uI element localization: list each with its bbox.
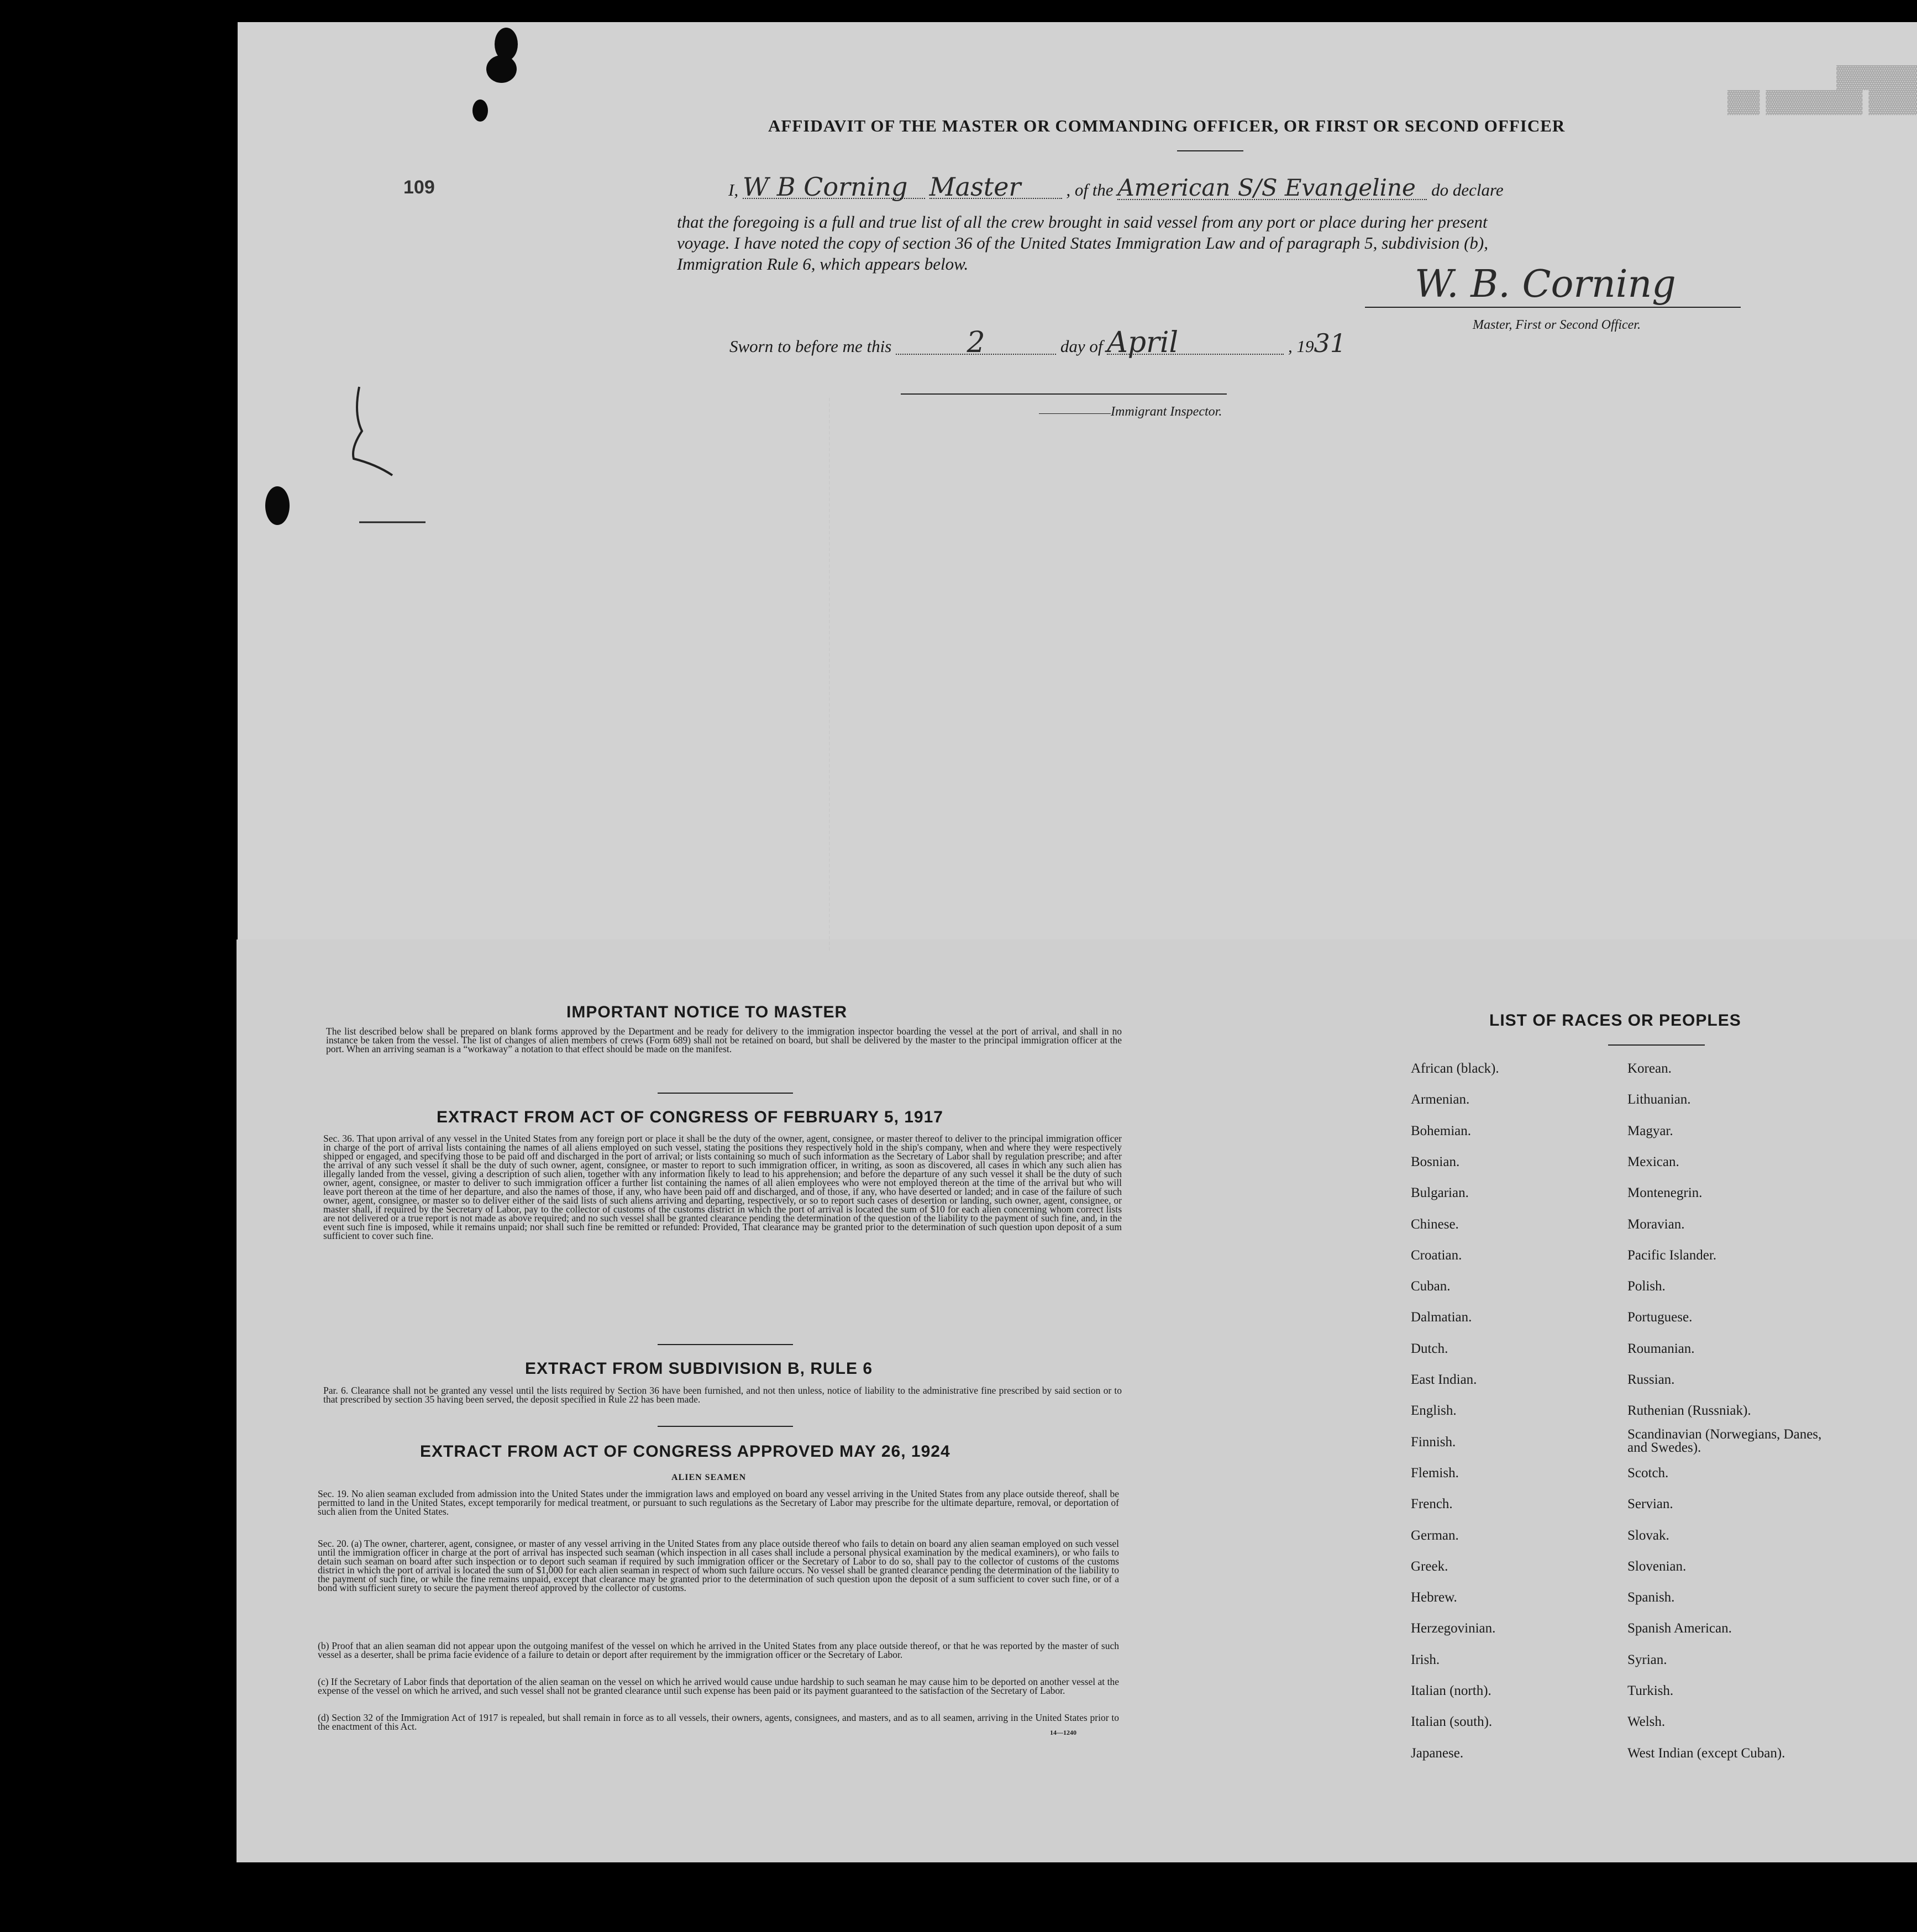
alien-seamen-subheading: ALIEN SEAMEN xyxy=(671,1473,747,1482)
affidavit-line-3: voyage. I have noted the copy of section 36 of the United States Immigration Law and of paragraph 5, subdivision (b), xyxy=(677,233,1488,253)
vessel-name-handwritten: American S/S Evangeline xyxy=(1117,177,1427,200)
sworn-day-handwritten: 2 xyxy=(896,332,1056,355)
sec19-text: Sec. 19. No alien seaman excluded from admission into the United States under the immigration laws and employed on board any vessel arriving in the United States from any place outside thereof, shall be permitted to land in the United States, except temporarily for medical treatment, or pursuant to such regulations as the Secretary of Labor may prescribe for the ultimate departure, removal, or deportation of such alien from the United States. xyxy=(318,1488,1119,1517)
race-item-right: Syrian. xyxy=(1627,1652,1667,1667)
affidavit-line-4: Immigration Rule 6, which appears below. xyxy=(677,254,969,274)
race-item-right: Slovak. xyxy=(1627,1527,1669,1543)
rank-handwritten: Master xyxy=(929,176,1062,199)
race-item-right: Roumanian. xyxy=(1627,1341,1695,1356)
extract-rule6-text: Par. 6. Clearance shall not be granted any vessel until the lists required by Section 36 have been furnished, and not then unless, notice of liability to the administrative fine prescribed by said section or to that prescribed by section 35 having been served, the deposit specified in Rule 22 has been made. xyxy=(323,1385,1122,1405)
do-declare-label: do declare xyxy=(1431,180,1504,200)
inspector-line-short xyxy=(1039,413,1111,414)
sec20c-text: (c) If the Secretary of Labor finds that deportation of the alien seaman on the vessel on which he arrived would cause undue hardship to such seaman he may cause him to be deported on another vessel at the expense of the vessel on which he arrived, and such vessel shall not be granted clearance until such expense has been paid or its payment guaranteed to the satisfaction of the Secretary of Labor. xyxy=(318,1676,1119,1696)
race-item-left: Japanese. xyxy=(1411,1745,1464,1761)
bleed-through-grid xyxy=(829,398,1880,951)
race-item-right: Servian. xyxy=(1627,1497,1673,1512)
race-item-left: Finnish. xyxy=(1411,1434,1456,1450)
extract-1917-divider xyxy=(658,1344,793,1345)
race-item-left: Greek. xyxy=(1411,1558,1448,1574)
race-item-right: Scotch. xyxy=(1627,1465,1669,1481)
bleed-through-text: ▓▓▓ ▓▓▓▓▓▓ ▓▓ ▓▓▓▓▓ xyxy=(1727,67,1917,116)
race-item-left: Bohemian. xyxy=(1411,1123,1472,1138)
i-label: I, xyxy=(728,180,739,200)
race-item-right: Turkish. xyxy=(1627,1683,1674,1698)
race-item-right: Mexican. xyxy=(1627,1154,1679,1169)
race-item-right: Spanish. xyxy=(1627,1590,1675,1605)
sec20b-text: (b) Proof that an alien seaman did not appear upon the outgoing manifest of the vessel on which he arrived in the United States from any place outside thereof, or that he was reported by the master of such vessel as a deserter, shall be prima facie evidence of a failure to detain or deport after requirement by the immigration officer or the Secretary of Labor. xyxy=(318,1640,1119,1660)
race-item-left: African (black). xyxy=(1411,1061,1499,1076)
inspector-line xyxy=(901,393,1227,395)
race-item-left: Flemish. xyxy=(1411,1465,1459,1481)
extract-1917-text: Sec. 36. That upon arrival of any vessel in the United States from any foreign port or place it shall be the duty of the owner, agent, consignee, or master thereof to deliver to the principal immigration officer in charge of the port of arrival lists containing the names of all aliens employed on such vessel, stating the positions they respectively hold in the ship's company, when and where they were respectively shipped or engaged, and specifying those to be paid off and discharged in the port of arrival; or lists containing so much of such information as the Secretary of Labor shall by regulation prescribe; and after the arrival of any such vessel it shall be the duty of such owner, agent, consignee, or master to report to such immigration officer, in writing, as soon as discovered, all cases in which any such alien has illegally landed from the vessel, giving a description of such alien, together with any information likely to lead to his apprehension; and before the departure of any such vessel it shall be the duty of such owner, agent, consignee, or master to deliver to such immigration officer a further list containing the names of all alien employees who were not employed thereon at the time of the arrival but who will leave port thereon at the time of her departure, and also the names of those, if any, who have been paid off and discharged, and of those, if any, who have deserted or landed; and in case of the failure of such owner, agent, consignee, or master so to deliver either of the said lists of such aliens arriving and departing, respectively, or so to report such cases of desertion or landing, such owner, agent, consignee, or master shall, if required by the Secretary of Labor, pay to the collector of customs of the customs district in which the port of arrival is located the sum of $10 for each alien concerning whom correct lists are not delivered or a true report is not made as above required; and no such vessel shall be granted clearance pending the determination of the question of the liability to the payment of such fine, and, in the event such fine is imposed, while it remains unpaid; nor shall such fine be remitted or refunded: Provided, That clearance may be granted prior to the determination of such question upon deposit of a sum sufficient to cover such fine. xyxy=(323,1133,1122,1241)
races-heading: LIST OF RACES OR PEOPLES xyxy=(1489,1011,1741,1030)
race-item-right: West Indian (except Cuban). xyxy=(1627,1745,1785,1761)
race-item-right: Korean. xyxy=(1627,1061,1672,1076)
race-item-left: Bulgarian. xyxy=(1411,1185,1469,1201)
race-item-left: Dalmatian. xyxy=(1411,1310,1472,1325)
of-the-label: , of the xyxy=(1066,180,1114,200)
race-item-right: Polish. xyxy=(1627,1279,1666,1294)
ink-blot xyxy=(265,486,290,525)
affidavit-heading: AFFIDAVIT OF THE MASTER OR COMMANDING OFFICER, OR FIRST OR SECOND OFFICER xyxy=(768,116,1566,135)
race-item-right: Spanish American. xyxy=(1627,1621,1732,1636)
form-number: 14—1240 xyxy=(1050,1729,1076,1736)
race-item-left: Armenian. xyxy=(1411,1092,1470,1107)
affidavit-divider xyxy=(1177,150,1243,151)
race-item-left: Italian (south). xyxy=(1411,1714,1493,1730)
race-item-left: Chinese. xyxy=(1411,1216,1459,1232)
signature-caption: Master, First or Second Officer. xyxy=(1473,318,1641,332)
race-item-left: Herzegovinian. xyxy=(1411,1621,1496,1636)
sec20a-text: Sec. 20. (a) The owner, charterer, agent, consignee, or master of any vessel arriving in the United States from any place outside thereof who fails to detain on board any alien seaman employed on such vessel until the immigration officer in charge at the port of arrival has inspected such seaman (which inspection in all cases shall include a personal physical examination by the medical examiners), or who fails to detain such seaman on board after such inspection or to deport such seaman if required by such immigration officer or the Secretary of Labor to do so, shall pay to the collector of customs of the customs district in which the port of arrival is located the sum of $1,000 for each alien seaman in respect of whom such failure occurs. No vessel shall be granted clearance pending the determination of the liability to the payment of such fine, or while the fine remains unpaid, except that clearance may be granted prior to the determination of such question upon the deposit of a sum sufficient to cover such fine, or of a bond with sufficient surety to secure the payment thereof approved by the collector of customs. xyxy=(318,1538,1119,1593)
race-item-left: Dutch. xyxy=(1411,1341,1448,1356)
notice-divider xyxy=(658,1093,793,1094)
race-item-right: Russian. xyxy=(1627,1372,1675,1387)
margin-stamp: 109 xyxy=(403,177,435,198)
race-item-left: Hebrew. xyxy=(1411,1590,1457,1605)
master-name-handwritten: W B Corning xyxy=(743,176,925,199)
notice-heading: IMPORTANT NOTICE TO MASTER xyxy=(566,1003,848,1021)
race-item-left: Cuban. xyxy=(1411,1279,1451,1294)
race-item-right: Ruthenian (Russniak). xyxy=(1627,1403,1751,1419)
margin-pencil-mark xyxy=(321,381,442,536)
race-item-left: French. xyxy=(1411,1497,1453,1512)
race-item-left: Italian (north). xyxy=(1411,1683,1491,1698)
race-item-right: Moravian. xyxy=(1627,1216,1685,1232)
sworn-label: Sworn to before me this xyxy=(729,337,892,356)
race-item-right: Pacific Islander. xyxy=(1627,1247,1717,1263)
affidavit-line-2: that the foregoing is a full and true list of all the crew brought in said vessel from any port or place during her present xyxy=(677,212,1488,232)
affidavit-line-1 xyxy=(728,172,1712,202)
signature-line xyxy=(1365,307,1741,308)
race-item-right: Slovenian. xyxy=(1627,1558,1687,1574)
inspector-caption: Immigrant Inspector. xyxy=(1111,405,1222,419)
race-item-left: English. xyxy=(1411,1403,1457,1419)
sec20d-text: (d) Section 32 of the Immigration Act of 1917 is repealed, but shall remain in force as to all vessels, their owners, agents, consignees, and masters, and as to all seamen, arriving in the United States prior to the enactment of this Act. xyxy=(318,1712,1119,1732)
extract-1924-heading: EXTRACT FROM ACT OF CONGRESS APPROVED MAY 26, 1924 xyxy=(420,1442,950,1461)
ink-blot xyxy=(472,99,488,122)
race-item-left: German. xyxy=(1411,1527,1459,1543)
ink-blot xyxy=(486,55,517,83)
sworn-line xyxy=(729,326,1503,359)
extract-rule6-divider xyxy=(658,1426,793,1427)
extract-1917-heading: EXTRACT FROM ACT OF CONGRESS OF FEBRUARY 5, 1917 xyxy=(437,1108,943,1126)
extract-rule6-heading: EXTRACT FROM SUBDIVISION B, RULE 6 xyxy=(525,1359,873,1378)
sworn-year-handwritten: 31 xyxy=(1314,328,1347,358)
race-item-left: Bosnian. xyxy=(1411,1154,1460,1169)
race-item-right: Lithuanian. xyxy=(1627,1092,1691,1107)
master-signature: W. B. Corning xyxy=(1415,262,1676,306)
race-item-right: Welsh. xyxy=(1627,1714,1666,1730)
races-divider xyxy=(1608,1044,1705,1046)
year-prefix: , 19 xyxy=(1288,337,1314,356)
race-item-left: Irish. xyxy=(1411,1652,1440,1667)
race-item-right: Scandinavian (Norwegians, Danes, and Swedes). xyxy=(1627,1426,1822,1455)
day-of-label: day of xyxy=(1060,337,1103,356)
race-item-right: Montenegrin. xyxy=(1627,1185,1703,1201)
race-item-right: Portuguese. xyxy=(1627,1310,1693,1325)
sworn-month-handwritten: April xyxy=(1107,332,1284,355)
race-item-left: Croatian. xyxy=(1411,1247,1462,1263)
race-item-right: Magyar. xyxy=(1627,1123,1673,1138)
notice-text: The list described below shall be prepared on blank forms approved by the Department and be ready for delivery to the immigration inspector boarding the vessel at the port of arrival, and shall in no instance be taken from the vessel. The list of changes of alien members of crews (Form 689) shall not be retained on board, but shall be delivered by the master to the principal immigration officer at the port. When an arriving seaman is a “workaway” a notation to that effect should be made on the manifest. xyxy=(326,1026,1122,1054)
race-item-left: East Indian. xyxy=(1411,1372,1477,1387)
